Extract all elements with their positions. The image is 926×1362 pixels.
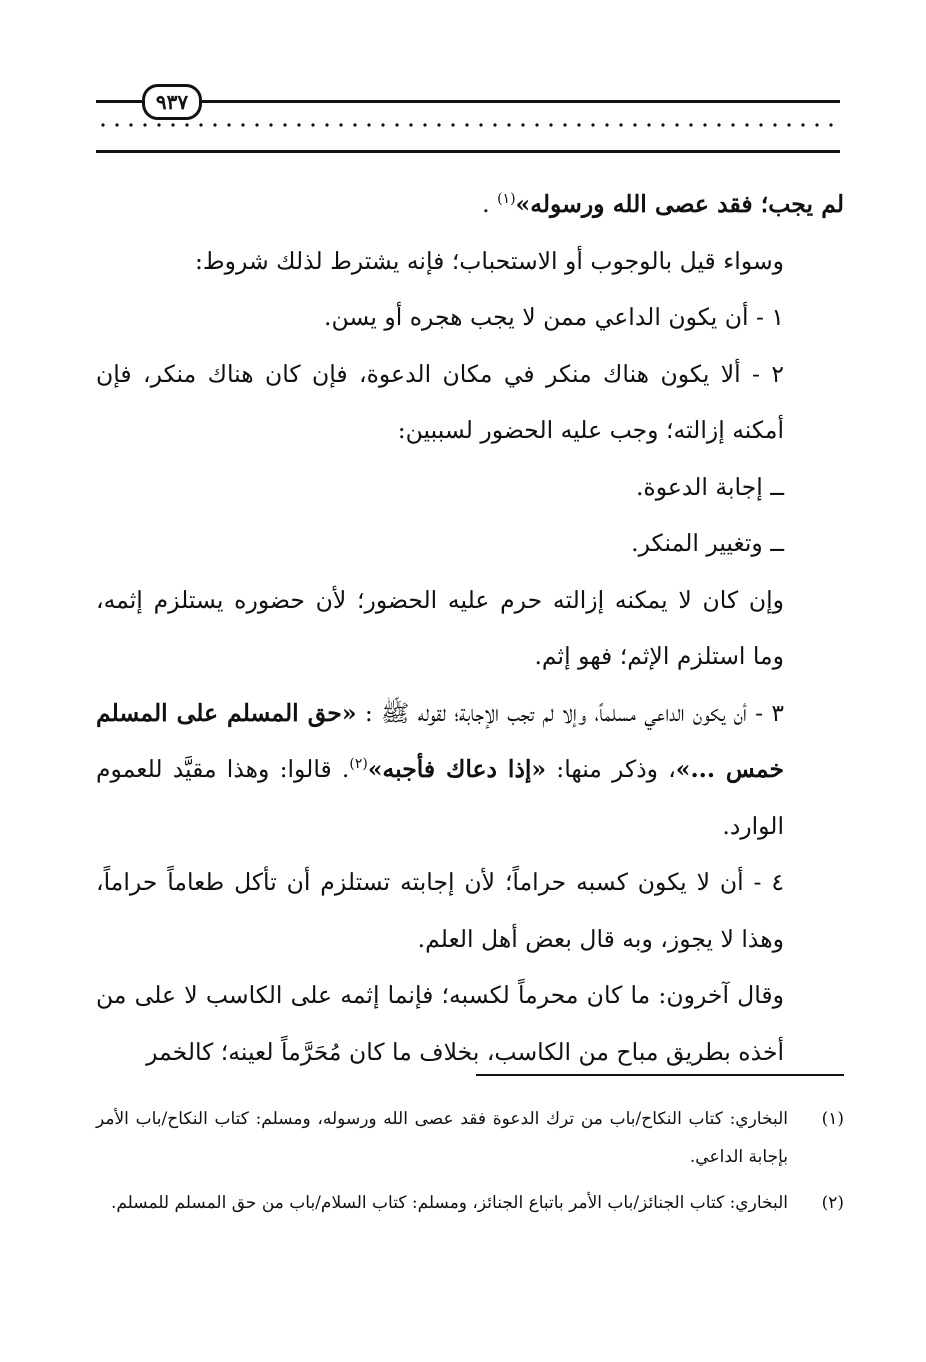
- paragraph-prohibition: وإن كان لا يمكنه إزالته حرم عليه الحضور؛ لأن حضوره يستلزم إثمه، وما استلزم الإثم؛ فهو إثم.: [96, 585, 784, 670]
- reason-1: ــ إجابة الدعوة.: [635, 472, 784, 501]
- page-header: [96, 84, 840, 164]
- hadith-quote-1: «حق المسلم على المسلم خمس ...»: [96, 698, 784, 783]
- condition-1: ١ - أن يكون الداعي ممن لا يجب هجره أو يسن.: [324, 303, 784, 331]
- page-number-badge: ٩٣٧: [142, 84, 202, 120]
- header-bottom-rule: [96, 150, 840, 153]
- footnotes: [96, 1100, 844, 1230]
- paragraph-1-end: .: [482, 190, 498, 218]
- paragraph-conditions-intro: وسواء قيل بالوجوب أو الاستحباب؛ فإنه يشترط لذلك شروط:: [195, 246, 784, 275]
- footnote-text: البخاري: كتاب النكاح/باب من ترك الدعوة فقد عصى الله ورسوله، ومسلم: كتاب النكاح/باب الأمر بإجابة الداعي.: [96, 1109, 788, 1167]
- footnote-text: البخاري: كتاب الجنائز/باب الأمر باتباع الجنائز، ومسلم: كتاب السلام/باب من حق المسلم للمسلم.: [110, 1193, 788, 1213]
- dotted-divider: [96, 122, 840, 128]
- footnote-ref-1: (١): [497, 191, 516, 208]
- condition-2: ٢ - ألا يكون هناك منكر في مكان الدعوة، فإن كان هناك منكر، فإن أمكنه إزالته؛ وجب عليه الحضور لسببين:: [96, 359, 784, 444]
- condition-3: [96, 685, 844, 855]
- hadith-quote-2: «إذا دعاك فأجبه»: [367, 755, 547, 783]
- footnote-2: [96, 1184, 844, 1222]
- condition-3-mid: ، وذكر منها:: [546, 755, 676, 783]
- footnote-ref-2: (٢): [349, 756, 368, 773]
- footnote-separator: [476, 1074, 844, 1076]
- condition-3-end: . قالوا: وهذا مقيَّد للعموم الوارد.: [96, 755, 784, 840]
- main-text: [96, 176, 844, 1080]
- footnote-number: (١): [821, 1109, 844, 1129]
- condition-4: ٤ - أن لا يكون كسبه حراماً؛ لأن إجابته تستلزم أن تأكل طعاماً حراماً، وهذا لا يجوز، وبه قال بعض أهل العلم.: [96, 868, 784, 953]
- paragraph-1: [96, 176, 844, 233]
- condition-3-text: ٣ - أن يكون الداعي مسلماً، وإلا لم تجب الإجابة؛ لقوله ﷺ :: [356, 698, 784, 727]
- footnote-number: (٢): [821, 1193, 844, 1213]
- paragraph-others-view: وقال آخرون: ما كان محرماً لكسبه؛ فإنما إثمه على الكاسب لا على من أخذه بطريق مباح من الكاسب، بخلاف ما كان مُحَرَّماً لعينه؛ كالخمر: [96, 981, 784, 1066]
- reason-2: ــ وتغيير المنكر.: [631, 529, 784, 557]
- header-top-rule: [96, 100, 840, 103]
- footnote-1: [96, 1100, 844, 1176]
- hadith-ending: لم يجب؛ فقد عصى الله ورسوله»: [515, 190, 844, 218]
